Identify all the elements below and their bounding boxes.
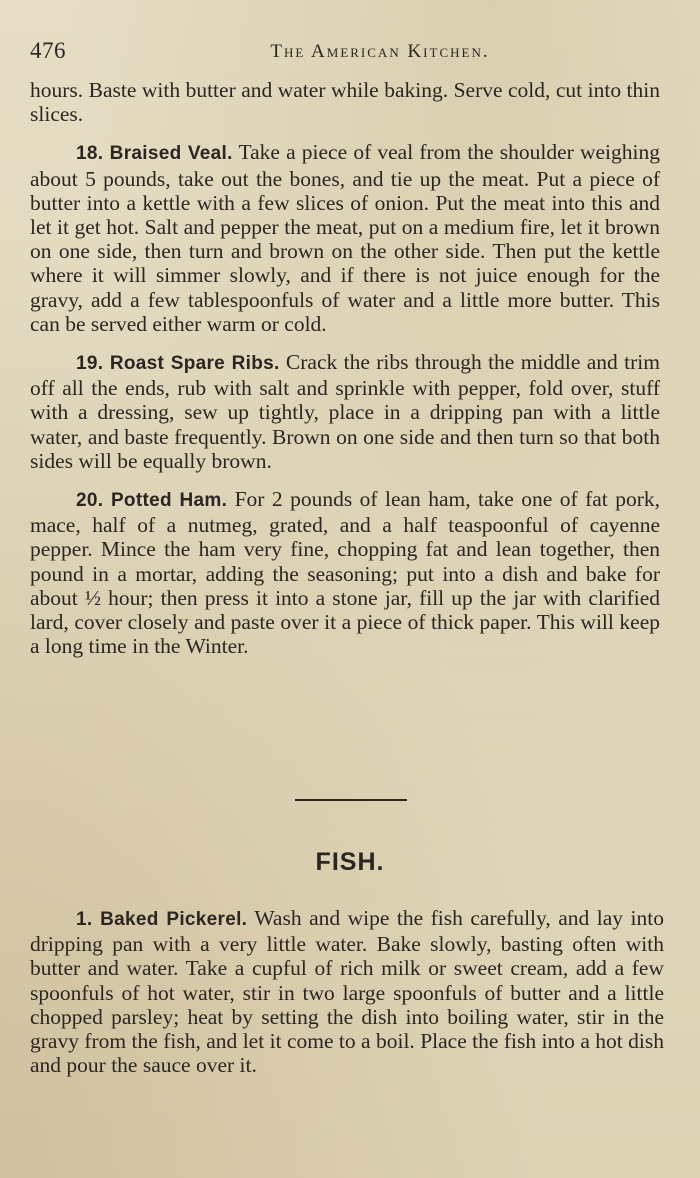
recipe-baked-pickerel <box>30 906 664 1077</box>
recipe-title: 1. Baked Pickerel. <box>76 909 248 930</box>
continuation-paragraph: hours. Baste with butter and water while baking. Serve cold, cut into thin slices. <box>30 78 660 127</box>
recipe-text: For 2 pounds of lean ham, take one of fat pork, mace, half of a nutmeg, grated, and a half teaspoonful of cayenne pepper. Mince the ham very fine, chopping fat and lean together, then pound in a mortar, adding the seasoning; put into a dish and bake for about ½ hour; then press it into a stone jar, fill up the jar with clarified lard, cover closely and paste over it a piece of thick paper. This will keep a long time in the Winter. <box>30 487 660 659</box>
recipe-roast-spare-ribs <box>30 350 660 473</box>
fish-section-text <box>30 906 664 1091</box>
recipe-text: Wash and wipe the fish carefully, and lay into dripping pan with a very little water. Bake slowly, basting often with butter and water. Take a cupful of rich milk or sweet cream, add a few spoonfuls of hot water, stir in two large spoonfuls of butter and a little chopped parsley; heat by setting the dish into boiling water, stir in the gravy from the fish, and let it come to a boil. Place the fish into a hot dish and pour the sauce over it. <box>30 906 664 1078</box>
page-number: 476 <box>30 38 66 63</box>
recipe-text: Crack the ribs through the middle and trim off all the ends, rub with salt and sprinkle with pepper, fold over, stuff with a dressing, sew up tightly, place in a dripping pan with a little water, and baste frequently. Brown on one side and then turn so that both sides will be equally brown. <box>30 350 660 473</box>
main-text <box>30 78 660 672</box>
recipe-title: 19. Roast Spare Ribs. <box>76 353 280 375</box>
section-divider <box>295 799 407 801</box>
recipe-title: 20. Potted Ham. <box>76 490 228 512</box>
recipe-title: 18. Braised Veal. <box>76 143 233 165</box>
running-head: The American Kitchen. <box>270 41 490 62</box>
recipe-text: Take a piece of veal from the shoulder weighing about 5 pounds, take out the bones, and tie up the meat. Put a piece of butter into a kettle with a few slices of onion. Put the meat into this and let it get hot. Salt and pepper the meat, put on a medium fire, let it brown on one side, then turn and brown on the other side. Then put the kettle where it will simmer slowly, and if there is not juice enough for the gravy, add a few tablespoonfuls of water and a little more butter. This can be served either warm or cold. <box>30 140 660 336</box>
page-header <box>30 38 670 68</box>
section-heading: FISH. <box>315 848 385 876</box>
recipe-braised-veal <box>30 140 660 336</box>
recipe-potted-ham <box>30 487 660 658</box>
